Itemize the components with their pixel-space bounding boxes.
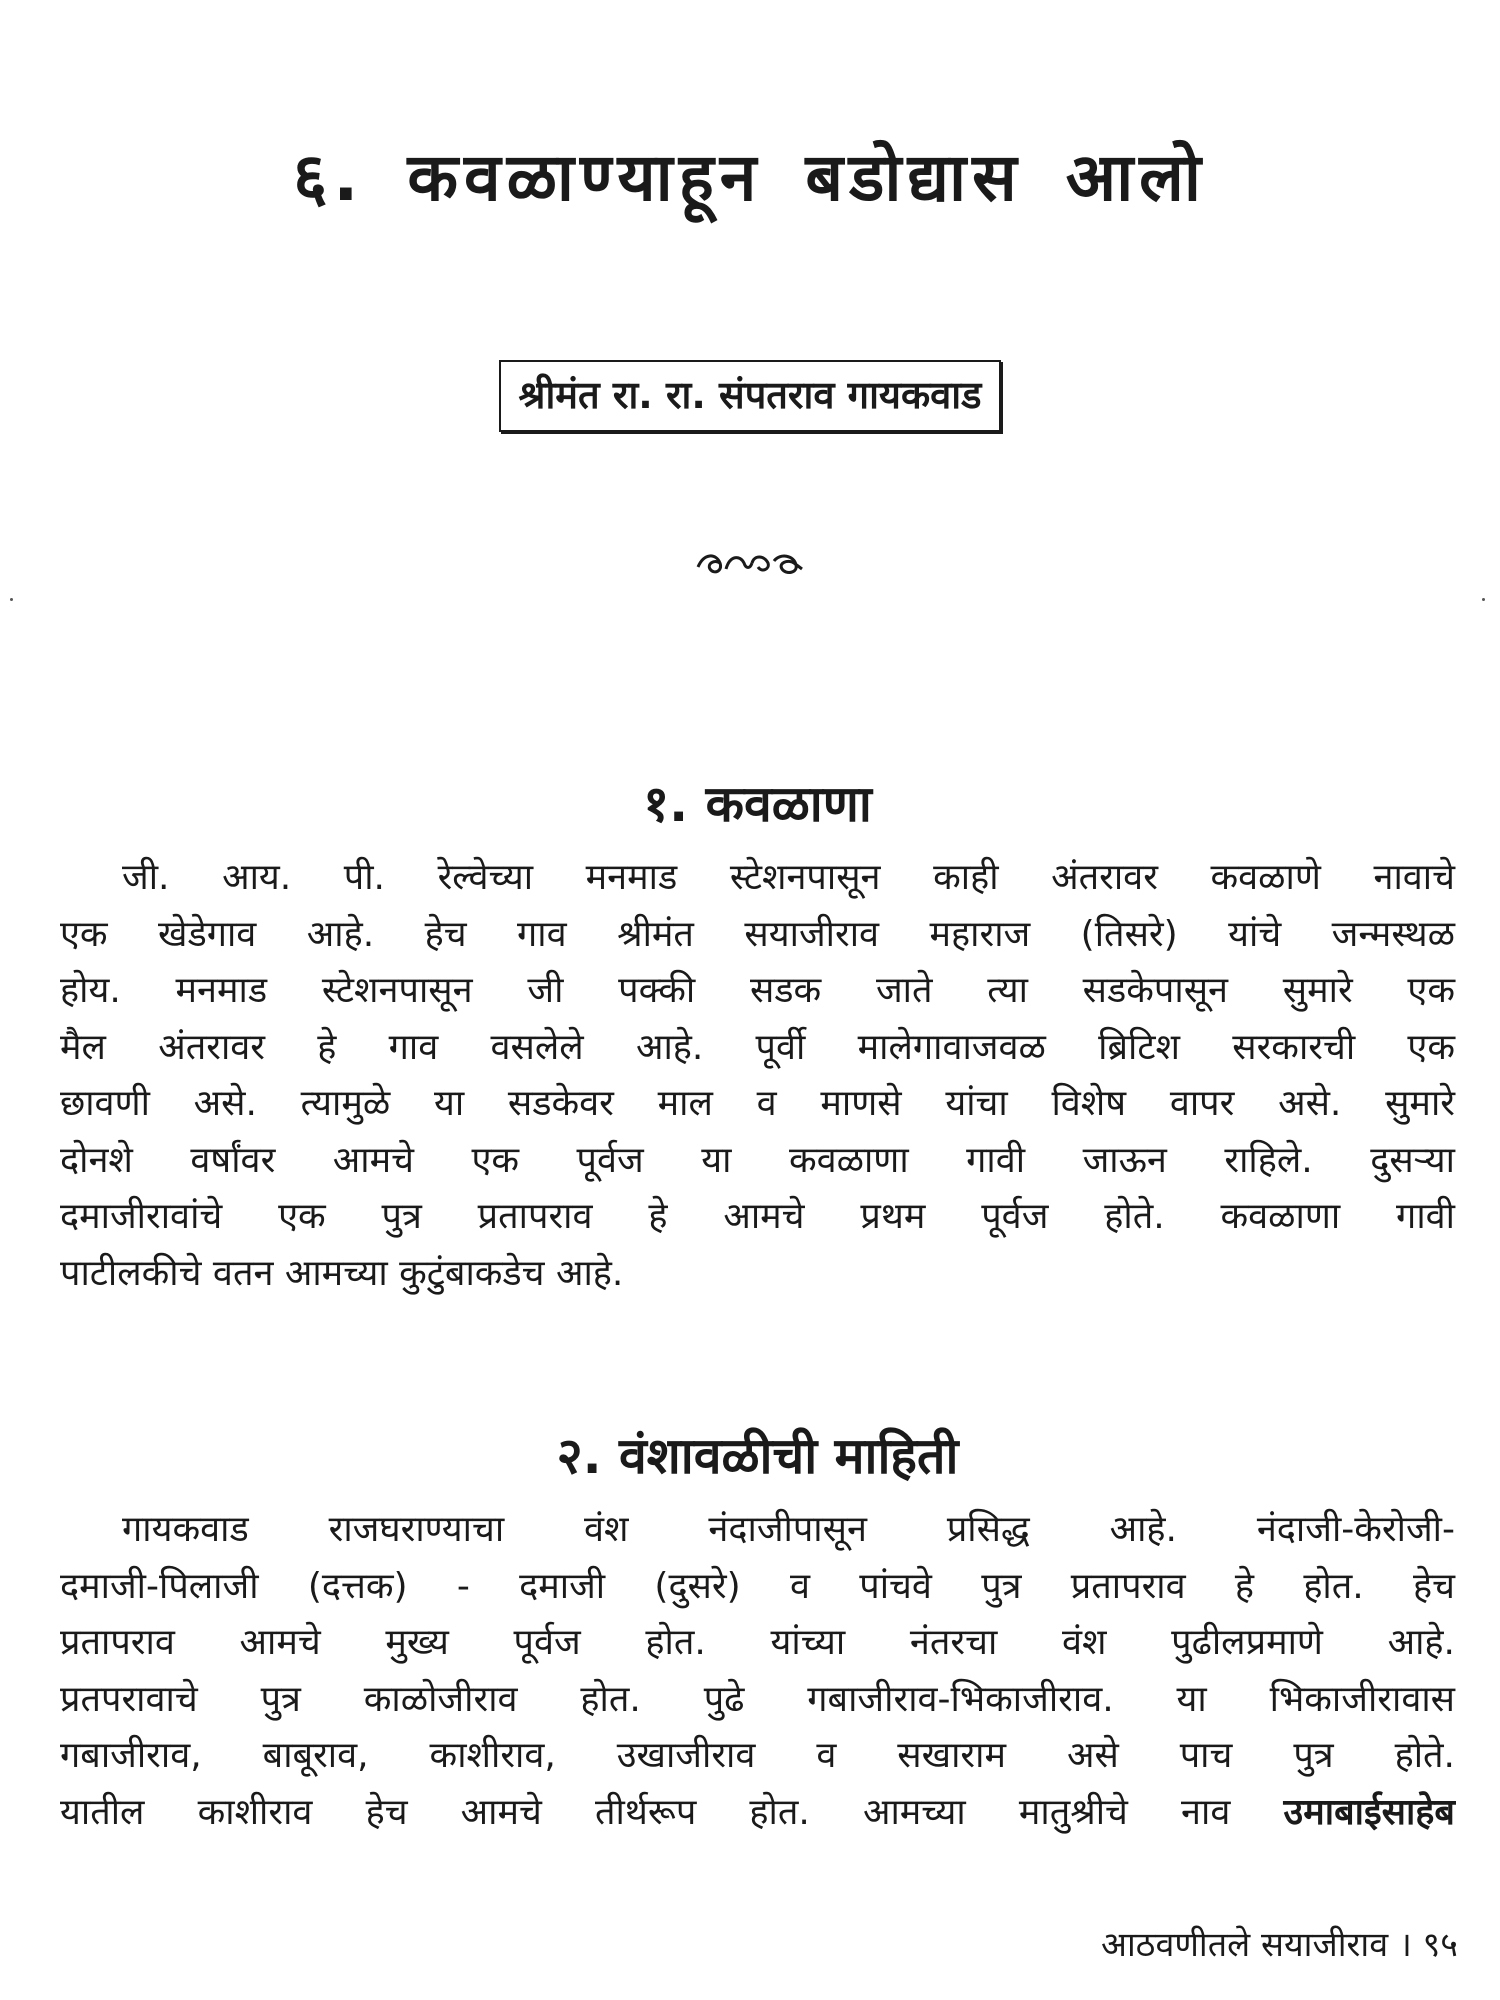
section-genealogy bbox=[60, 1420, 1455, 1841]
scan-speck bbox=[1482, 598, 1485, 601]
paragraph-line: प्रतापराव आमचे मुख्य पूर्वज होत. यांच्या नंतरचा वंश पुढीलप्रमाणे आहे. bbox=[60, 1622, 1455, 1663]
bold-name: उमाबाईसाहेब bbox=[1283, 1791, 1455, 1833]
section-paragraph bbox=[60, 850, 1455, 1302]
scan-speck bbox=[10, 598, 13, 601]
section-heading: २. वंशावळीची माहिती bbox=[556, 1427, 959, 1485]
paragraph-line: जी. आय. पी. रेल्वेच्या मनमाड स्टेशनपासून काही अंतरावर कवळाणे नावाचे bbox=[122, 857, 1455, 898]
paragraph-line: प्रतपरावाचे पुत्र काळोजीराव होत. पुढे गबाजीराव-भिकाजीराव. या भिकाजीरावास bbox=[60, 1678, 1455, 1720]
paragraph-line: गबाजीराव, बाबूराव, काशीराव, उखाजीराव व सखाराम असे पाच पुत्र होते. bbox=[60, 1735, 1455, 1776]
ornament-icon bbox=[690, 545, 810, 581]
page-footer: आठवणीतले सयाजीराव । ९५ bbox=[1100, 1925, 1458, 1965]
paragraph-line: मैल अंतरावर हे गाव वसलेले आहे. पूर्वी मालेगावाजवळ ब्रिटिश सरकारची एक bbox=[60, 1026, 1455, 1068]
section-paragraph bbox=[60, 1502, 1455, 1841]
paragraph-line-text: यातील काशीराव हेच आमचे तीर्थरूप होत. आमच्या मातुश्रीचे नाव bbox=[60, 1791, 1231, 1833]
paragraph-line: गायकवाड राजघराण्याचा वंश नंदाजीपासून प्रसिद्ध आहे. नंदाजी-केरोजी- bbox=[122, 1509, 1455, 1550]
paragraph-line: दमाजीरावांचे एक पुत्र प्रतापराव हे आमचे प्रथम पूर्वज होते. कवळाणा गावी bbox=[60, 1196, 1455, 1237]
chapter-title: ६. कवळाण्याहून बडोद्यास आलो bbox=[292, 139, 1208, 216]
paragraph-line: एक खेडेगाव आहे. हेच गाव श्रीमंत सयाजीराव महाराज (तिसरे) यांचे जन्मस्थळ bbox=[60, 913, 1455, 955]
paragraph-line: पाटीलकीचे वतन आमच्या कुटुंबाकडेच आहे. bbox=[60, 1252, 624, 1294]
paragraph-line: छावणी असे. त्यामुळे या सडकेवर माल व माणसे यांचा विशेष वापर असे. सुमारे bbox=[60, 1083, 1455, 1124]
ornament-divider bbox=[0, 545, 1500, 585]
paragraph-line: होय. मनमाड स्टेशनपासून जी पक्की सडक जाते त्या सडकेपासून सुमारे एक bbox=[60, 970, 1455, 1011]
section-kavalana bbox=[60, 768, 1455, 1302]
section-heading: १. कवळाणा bbox=[643, 775, 872, 833]
paragraph-line: दोनशे वर्षांवर आमचे एक पूर्वज या कवळाणा गावी जाऊन राहिले. दुसऱ्या bbox=[60, 1139, 1455, 1181]
paragraph-line: दमाजी-पिलाजी (दत्तक) - दमाजी (दुसरे) व पांचवे पुत्र प्रतापराव हे होत. हेच bbox=[60, 1565, 1455, 1607]
paragraph-line-with-bold bbox=[60, 1785, 1455, 1842]
author-name: श्रीमंत रा. रा. संपतराव गायकवाड bbox=[499, 360, 1002, 432]
author-block bbox=[0, 360, 1500, 432]
